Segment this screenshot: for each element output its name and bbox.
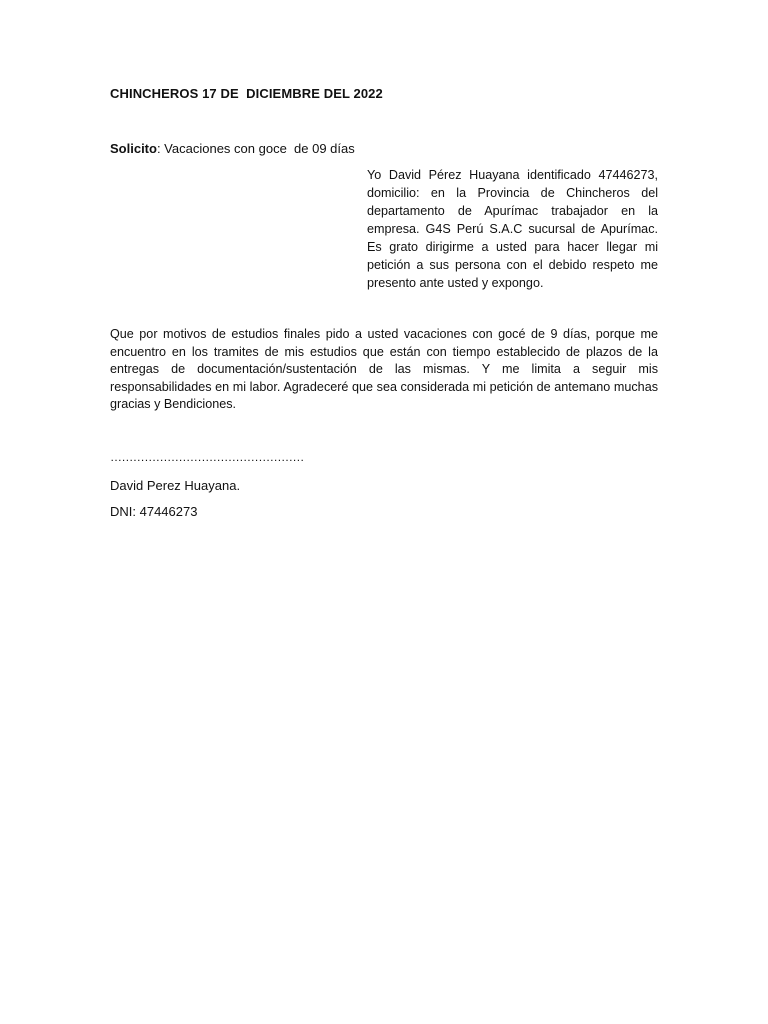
subject-line (110, 141, 355, 156)
intro-paragraph: Yo David Pérez Huayana identificado 47446273, domicilio: en la Provincia de Chincheros del departamento de Apurímac trabajador en la empresa. G4S Perú S.A.C sucursal de Apurímac. Es grato dirigirme a usted para hacer llegar mi petición a sus persona con el debido respeto me presento ante usted y expongo. (367, 168, 658, 290)
body-paragraph: Que por motivos de estudios finales pido a usted vacaciones con gocé de 9 días, porque me encuentro en los tramites de mis estudios que están con tiempo establecido de plazos de la entregas de documentación/sustentación de las mismas. Y me limita a seguir mis responsabilidades en mi labor. Agradeceré que sea considerada mi petición de antemano muchas gracias y Bendiciones. (110, 327, 658, 411)
signature-name: David Perez Huayana. (110, 478, 241, 493)
signature-dni: DNI: 47446273 (110, 504, 198, 519)
document-heading: CHINCHEROS 17 DE DICIEMBRE DEL 2022 (110, 86, 383, 101)
subject-label: Solicito (110, 141, 157, 156)
signature-line: …………………………………………… (110, 450, 304, 464)
subject-text: : Vacaciones con goce de 09 días (156, 141, 355, 156)
